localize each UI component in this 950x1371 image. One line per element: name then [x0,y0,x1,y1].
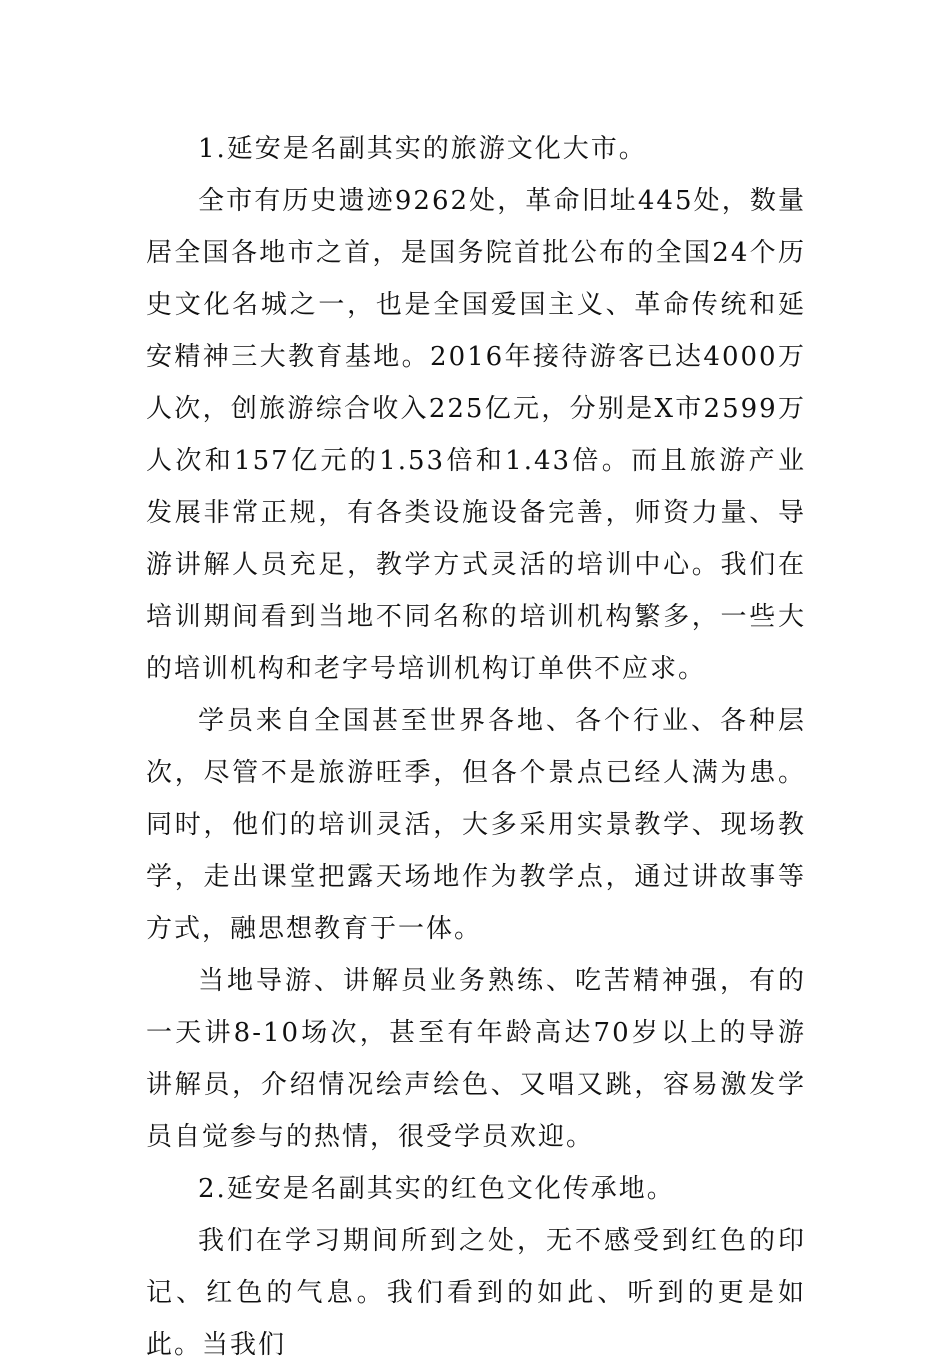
paragraph-tourism-stats: 全市有历史遗迹9262处，革命旧址445处，数量居全国各地市之首，是国务院首批公布的全国24个历史文化名城之一，也是全国爱国主义、革命传统和延安精神三大教育基地。2016年接待游客已达4000万人次，创旅游综合收入225亿元，分别是X市2599万人次和157亿元的1.53倍和1.43倍。而且旅游产业发展非常正规，有各类设施设备完善，师资力量、导游讲解人员充足，教学方式灵活的培训中心。我们在培训期间看到当地不同名称的培训机构繁多，一些大的培训机构和老字号培训机构订单供不应求。 [146,186,806,684]
section-heading-1: 1.延安是名副其实的旅游文化大市。 [198,134,647,164]
document-body [146,123,806,1371]
paragraph-guides: 当地导游、讲解员业务熟练、吃苦精神强，有的一天讲8-10场次，甚至有年龄高达70岁以上的导游讲解员，介绍情况绘声绘色、又唱又跳，容易激发学员自觉参与的热情，很受学员欢迎。 [146,966,806,1152]
paragraph-red-culture: 我们在学习期间所到之处，无不感受到红色的印记、红色的气息。我们看到的如此、听到的更是如此。当我们 [146,1226,806,1360]
paragraph-trainees: 学员来自全国甚至世界各地、各个行业、各种层次，尽管不是旅游旺季，但各个景点已经人满为患。同时，他们的培训灵活，大多采用实景教学、现场教学，走出课堂把露天场地作为教学点，通过讲故事等方式，融思想教育于一体。 [146,706,806,944]
section-heading-2: 2.延安是名副其实的红色文化传承地。 [198,1174,675,1204]
